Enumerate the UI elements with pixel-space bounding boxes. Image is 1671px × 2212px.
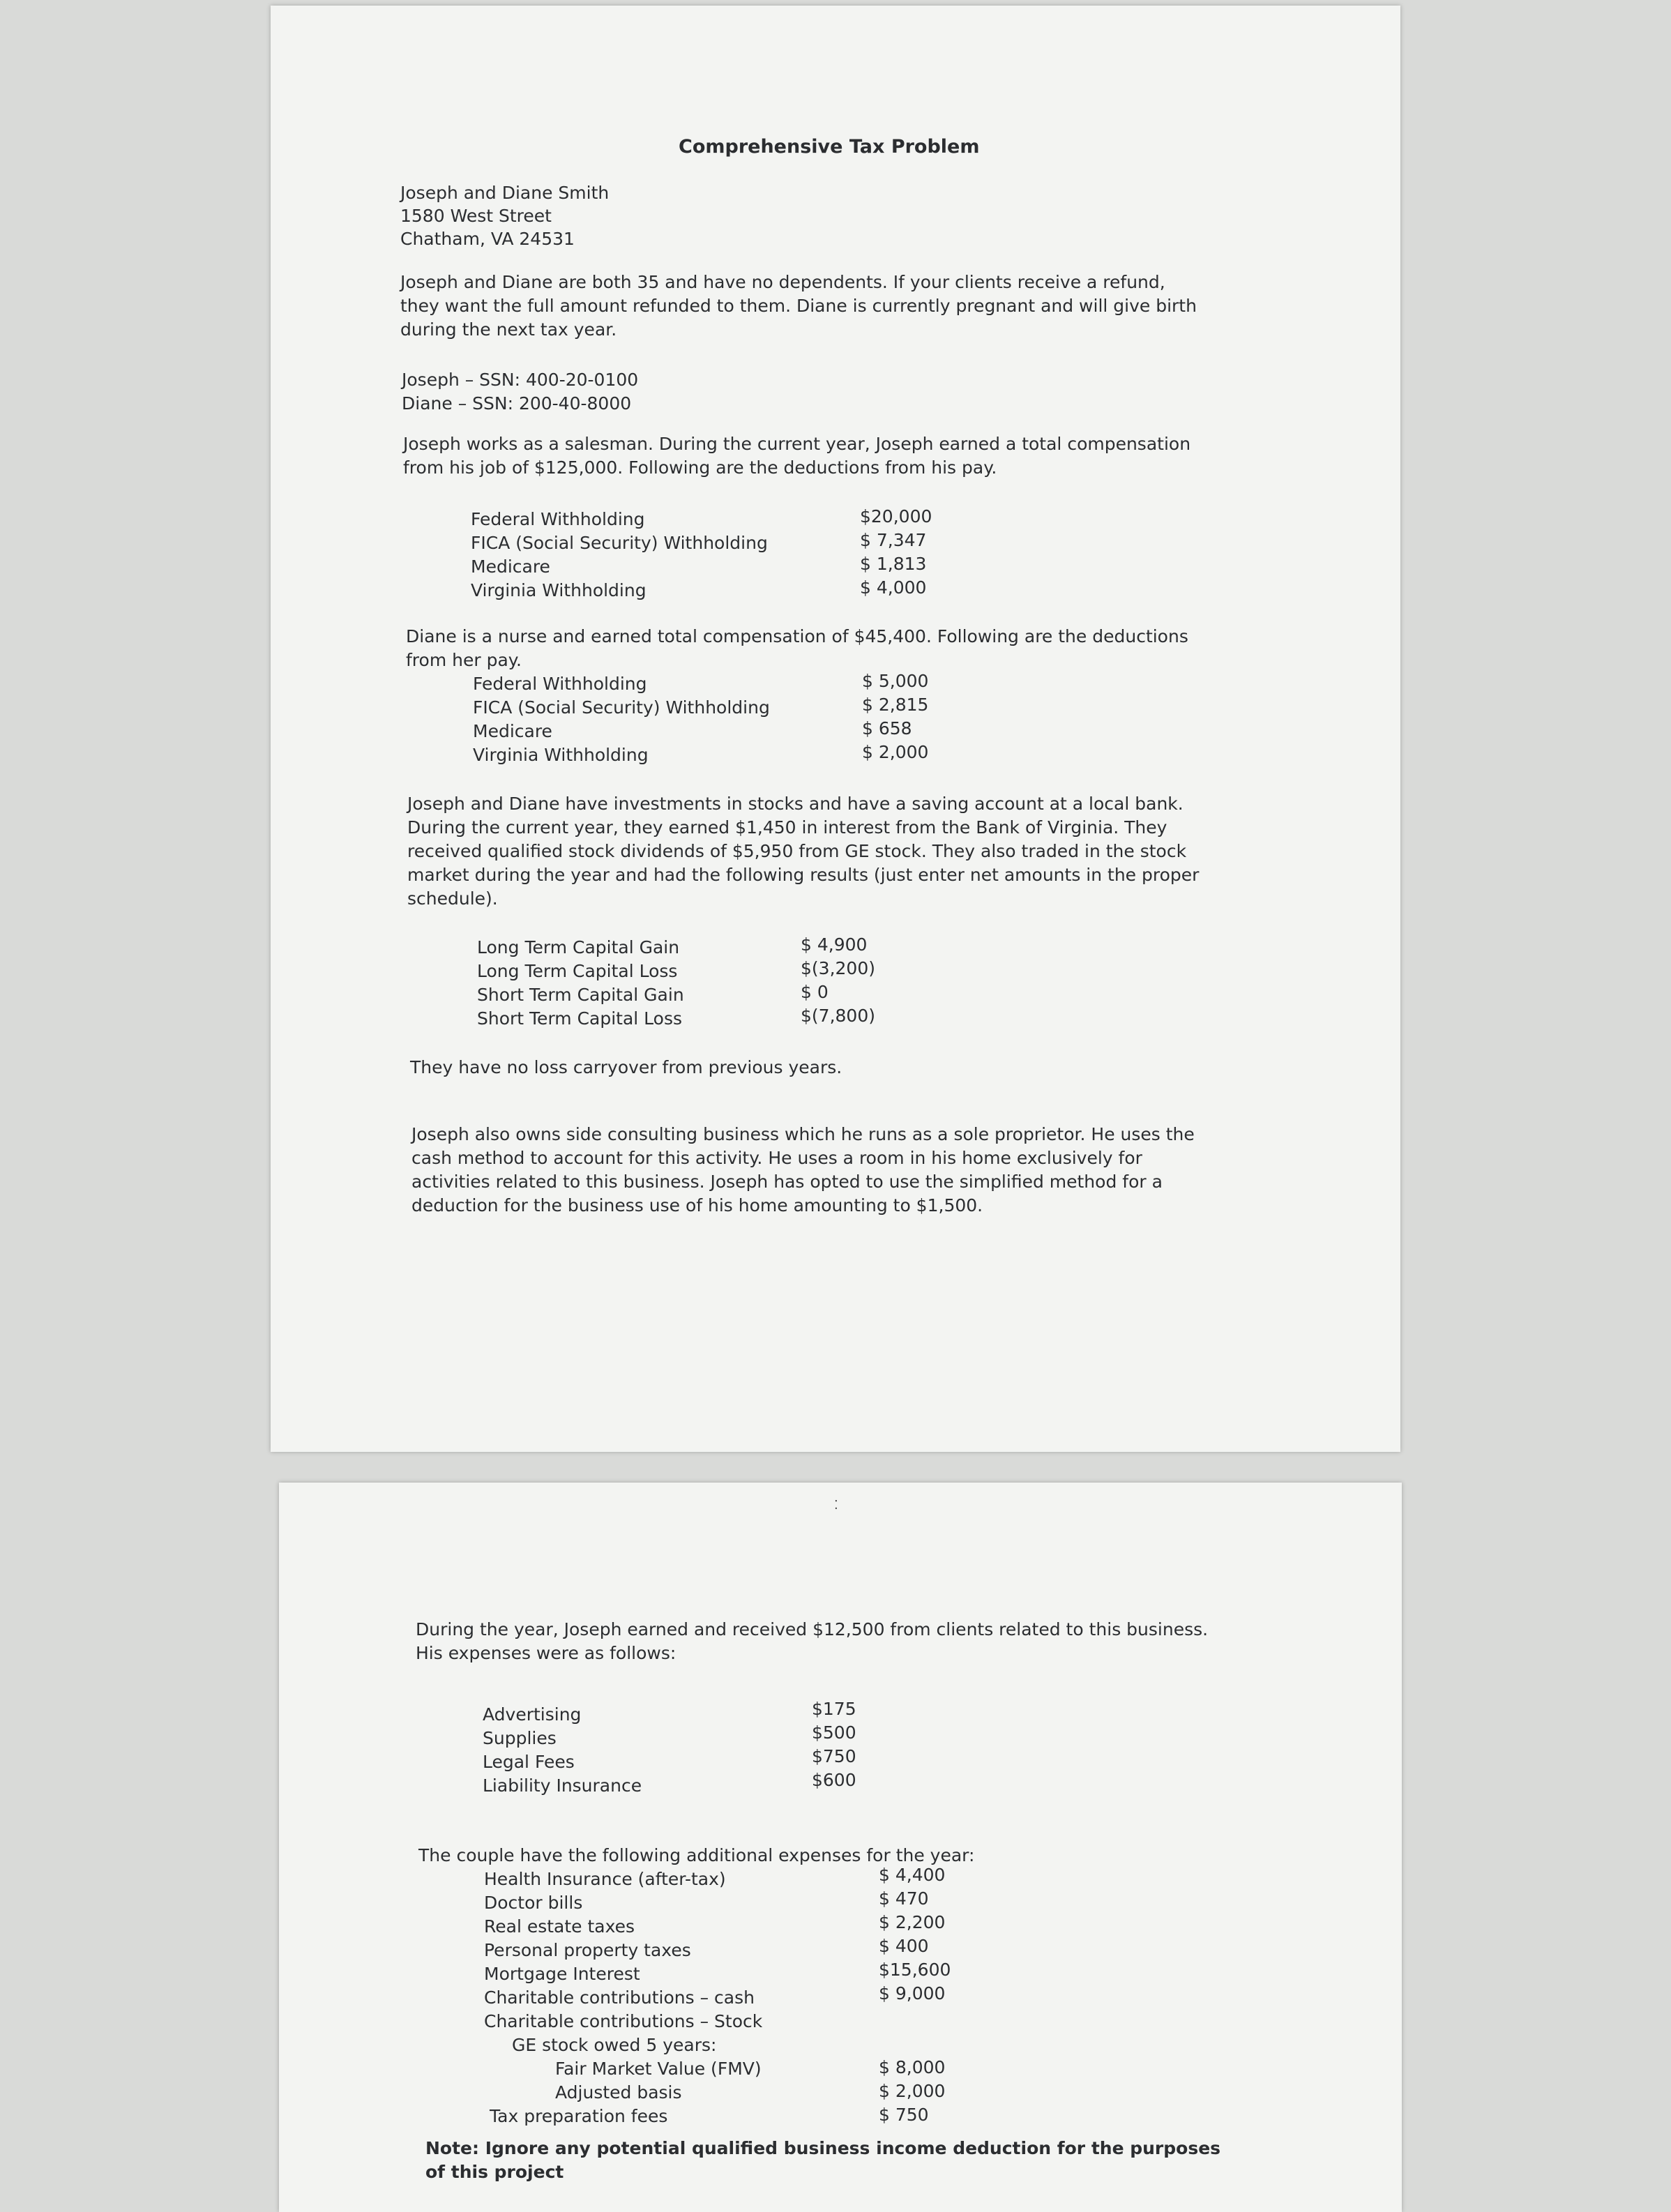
address-line: Joseph and Diane Smith — [400, 183, 610, 203]
joseph-deduction-label: FICA (Social Security) Withholding — [471, 533, 768, 553]
business-income-line: His expenses were as follows: — [416, 1643, 676, 1663]
document-page-1 — [271, 6, 1400, 1452]
document-title: Comprehensive Tax Problem — [679, 136, 980, 158]
additional-expense-label: Charitable contributions – cash — [484, 1987, 755, 2008]
business-line: Joseph also owns side consulting business which he runs as a sole proprietor. He uses the — [411, 1124, 1195, 1144]
investment-line: During the current year, they earned $1,450 in interest from the Bank of Virginia. They — [407, 817, 1167, 838]
diane-deduction-value: $ 2,815 — [862, 695, 929, 715]
additional-expense-value: $ 4,400 — [879, 1865, 946, 1885]
additional-expense-label: Personal property taxes — [484, 1940, 691, 1960]
carryover-note: They have no loss carryover from previous years. — [410, 1057, 842, 1077]
diane-deduction-label: FICA (Social Security) Withholding — [473, 697, 770, 718]
business-line: activities related to this business. Joseph has opted to use the simplified method for a — [411, 1172, 1163, 1192]
capital-value: $(3,200) — [801, 958, 875, 978]
business-line: cash method to account for this activity. He uses a room in his home exclusively for — [411, 1148, 1142, 1168]
investment-line: received qualified stock dividends of $5,950 from GE stock. They also traded in the stock — [407, 841, 1187, 861]
business-expense-value: $750 — [812, 1746, 856, 1766]
intro-line: during the next tax year. — [400, 319, 617, 340]
joseph-deduction-value: $ 1,813 — [860, 554, 927, 574]
ge-stock-item-label: Fair Market Value (FMV) — [555, 2059, 762, 2079]
business-income-line: During the year, Joseph earned and received $12,500 from clients related to this business. — [416, 1619, 1209, 1639]
additional-expense-value: $15,600 — [879, 1960, 951, 1980]
capital-label: Long Term Capital Loss — [477, 961, 678, 981]
diane-deduction-value: $ 658 — [862, 718, 912, 738]
ge-stock-item-label: Adjusted basis — [555, 2082, 682, 2103]
address-line: 1580 West Street — [400, 206, 552, 226]
document-page-2 — [279, 1483, 1402, 2212]
diane-deduction-label: Virginia Withholding — [473, 745, 649, 765]
investment-line: market during the year and had the following results (just enter net amounts in the proper — [407, 865, 1200, 885]
joseph-deduction-value: $20,000 — [860, 506, 932, 527]
joseph-deduction-label: Federal Withholding — [471, 509, 645, 529]
capital-value: $ 0 — [801, 982, 829, 1002]
ge-stock-item-value: $ 2,000 — [879, 2081, 946, 2101]
note-line: Note: Ignore any potential qualified business income deduction for the purposes — [425, 2138, 1221, 2158]
ssn-line: Joseph – SSN: 400-20-0100 — [402, 370, 639, 390]
diane-deduction-label: Medicare — [473, 721, 552, 741]
diane-compensation-line: Diane is a nurse and earned total compensation of $45,400. Following are the deductions — [406, 626, 1188, 646]
additional-expense-value: $ 470 — [879, 1888, 929, 1909]
additional-expense-label: Mortgage Interest — [484, 1964, 640, 1984]
diane-deduction-value: $ 5,000 — [862, 671, 929, 691]
capital-label: Short Term Capital Loss — [477, 1008, 683, 1029]
additional-expense-label: Health Insurance (after-tax) — [484, 1869, 726, 1889]
tax-prep-fees-value: $ 750 — [879, 2105, 929, 2125]
note-line: of this project — [425, 2162, 564, 2182]
capital-value: $(7,800) — [801, 1006, 875, 1026]
joseph-compensation-line: Joseph works as a salesman. During the current year, Joseph earned a total compensation — [403, 434, 1191, 454]
ge-stock-label: GE stock owed 5 years: — [512, 2035, 717, 2055]
ssn-line: Diane – SSN: 200-40-8000 — [402, 393, 632, 414]
capital-label: Short Term Capital Gain — [477, 985, 684, 1005]
ge-stock-item-value: $ 8,000 — [879, 2057, 946, 2077]
diane-compensation-line: from her pay. — [406, 650, 522, 670]
diane-deduction-value: $ 2,000 — [862, 742, 929, 762]
investment-line: Joseph and Diane have investments in stocks and have a saving account at a local bank. — [407, 794, 1184, 814]
additional-expense-value: $ 400 — [879, 1936, 929, 1956]
additional-expense-label: Doctor bills — [484, 1893, 583, 1913]
business-expense-value: $175 — [812, 1699, 856, 1719]
joseph-deduction-label: Virginia Withholding — [471, 580, 647, 600]
intro-line: they want the full amount refunded to them. Diane is currently pregnant and will give birth — [400, 296, 1197, 316]
business-expense-label: Advertising — [483, 1704, 582, 1725]
speck-mark: ⁚ — [834, 1498, 838, 1513]
joseph-deduction-value: $ 7,347 — [860, 530, 927, 550]
business-expense-label: Legal Fees — [483, 1752, 575, 1772]
business-line: deduction for the business use of his home amounting to $1,500. — [411, 1195, 983, 1215]
joseph-compensation-line: from his job of $125,000. Following are the deductions from his pay. — [403, 457, 997, 478]
business-expense-value: $500 — [812, 1722, 856, 1743]
additional-expenses-intro: The couple have the following additional expenses for the year: — [418, 1845, 975, 1865]
tax-prep-fees-label: Tax preparation fees — [490, 2106, 668, 2126]
business-expense-label: Liability Insurance — [483, 1775, 642, 1796]
joseph-deduction-value: $ 4,000 — [860, 577, 927, 598]
investment-line: schedule). — [407, 888, 498, 909]
business-expense-label: Supplies — [483, 1728, 557, 1748]
intro-line: Joseph and Diane are both 35 and have no dependents. If your clients receive a refund, — [400, 272, 1165, 292]
capital-value: $ 4,900 — [801, 934, 868, 955]
diane-deduction-label: Federal Withholding — [473, 674, 647, 694]
additional-expense-label: Real estate taxes — [484, 1916, 635, 1937]
joseph-deduction-label: Medicare — [471, 556, 550, 577]
capital-label: Long Term Capital Gain — [477, 937, 680, 957]
additional-expense-value: $ 2,200 — [879, 1912, 946, 1932]
address-line: Chatham, VA 24531 — [400, 229, 575, 249]
additional-expense-value: $ 9,000 — [879, 1983, 946, 2003]
business-expense-value: $600 — [812, 1770, 856, 1790]
additional-expense-label: Charitable contributions – Stock — [484, 2011, 763, 2031]
